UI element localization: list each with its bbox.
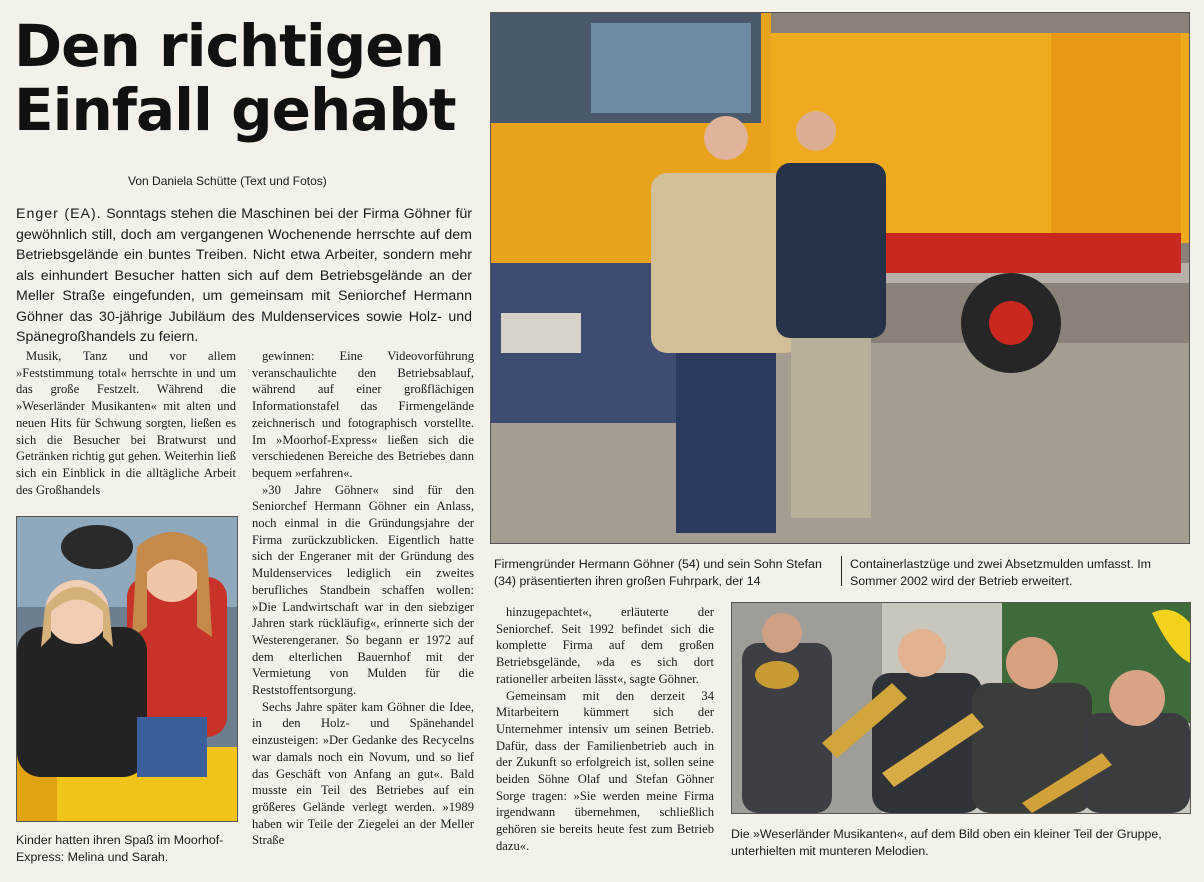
byline: Von Daniela Schütte (Text und Fotos) — [128, 174, 327, 188]
band-caption: Die »Weserländer Musikanten«, auf dem Bild oben ein kleiner Teil der Gruppe, unterhielten mit munteren Melodien. — [731, 827, 1162, 858]
paragraph: hinzugepachtet«, erläuterte der Seniorchef. Seit 1992 befindet sich die komplette Firma auf dem großen Betriebsgelände, »da es sich dort rationeller arbeiten lässt«, sagte Göhner. — [496, 605, 714, 686]
lead-paragraph — [16, 204, 472, 348]
lead-text: Sonntags stehen die Maschinen bei der Firma Göhner für gewöhnlich still, doch am vergangenen Wochenende herrschte auf dem Betriebsgelände ein buntes Treiben. Nicht etwa Arbeiter, sondern mehr als einhundert Besucher hatten sich auf dem Betriebsgelände an der Meller Straße eingefunden, um gemeinsam mit Seniorchef Hermann Göhner das 30-jährige Jubiläum des Muldenservices sowie Holz- und Spänegroßhandels zu feiern. — [16, 206, 472, 345]
dateline: Enger (EA). — [16, 206, 102, 222]
truck-photo — [490, 12, 1190, 544]
band-photo — [731, 602, 1191, 814]
kids-caption: Kinder hatten ihren Spaß im Moorhof-Express: Melina und Sarah. — [16, 833, 224, 864]
paragraph: gewinnen: Eine Videovorführung veranschaulichte den Betriebsablauf, während auf einer großflächigen Informationstafel das Firmengelände zeichnerisch und fotographisch vorstellte. Im »Moorhof-Express« ließen sich die verschiedenen Bereiche des Betriebes dann bequem »erfahren«. — [252, 349, 474, 480]
paragraph: Musik, Tanz und vor allem »Feststimmung total« herrschte in und um das große Festzelt. Während die »Weserländer Musikanten« mit alten und neuen Hits für Schwung sorgten, ließen es sich die Besucher bei Bratwurst und Getränken richtig gut gehen. Weiterhin ließ sich ein Einblick in die alltägliche Arbeit des Großhandels — [16, 349, 236, 497]
article-column-1 — [16, 348, 236, 498]
headline-line-2: Einfall gehabt — [14, 76, 456, 144]
kids-photo — [16, 516, 238, 822]
paragraph: Sechs Jahre später kam Göhner die Idee, in den Holz- und Spänehandel einzusteigen: »Der Gedanke des Recycelns war damals noch ein Novum, und so lief das Geschäft von Anfang an gut«. Bald musste ein Teil des Betriebes auf ein größeres Gelände verlegt werden. »1989 haben wir Teile der Ziegelei an der Meller Straße — [252, 699, 474, 848]
headline-line-1: Den richtigen — [14, 12, 444, 80]
truck-caption-left: Firmengründer Hermann Göhner (54) und sein Sohn Stefan (34) präsentierten ihren großen Fuhrpark, der 14 — [494, 557, 822, 588]
paragraph: Gemeinsam mit den derzeit 34 Mitarbeitern kümmert sich der Unternehmer intensiv um seinen Betrieb. Dafür, dass der Familienbetrieb auch in der Zukunft so erfolgreich ist, sollen seine beiden Söhne Olaf und Stefan Göhner Sorge tragen: »Sie werden meine Firma irgendwann übernehmen, schließlich gehören sie bereits heute fest zum Betrieb dazu«. — [496, 688, 714, 853]
article-column-3 — [496, 604, 714, 855]
headline — [14, 14, 474, 142]
paragraph: »30 Jahre Göhner« sind für den Seniorchef Hermann Göhner ein Anlass, noch einmal in die Gründungsjahre der Firma zurückzublicken. Eigentlich hatte sich der Engeraner mit der Gründung des Muldenservices lediglich ein zweites berufliches Standbein schaffen wollen: »Die Landwirtschaft war in den siebziger Jahren stark rückläufig«, erinnerte sich der Westerengeraner. So begann er 1972 auf dem elterlichen Bauernhof mit der Vermietung von Mulden für die Reststoffentsorgung. — [252, 482, 474, 698]
article-column-2 — [252, 348, 474, 849]
truck-caption-right: Containerlastzüge und zwei Absetzmulden umfasst. Im Sommer 2002 wird der Betrieb erweitert. — [850, 557, 1151, 588]
caption-divider — [841, 556, 842, 586]
